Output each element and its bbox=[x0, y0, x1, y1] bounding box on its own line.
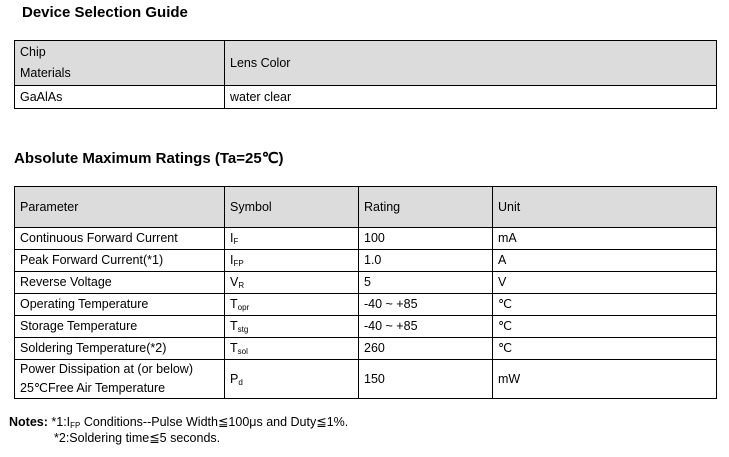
table-row bbox=[15, 338, 717, 360]
rating-cell: 5 bbox=[359, 272, 493, 294]
rating-cell: 100 bbox=[359, 228, 493, 250]
parameter-cell: Peak Forward Current(*1) bbox=[15, 250, 225, 272]
notes-label: Notes: bbox=[9, 415, 48, 429]
header-chip-materials-label: Chip Materials bbox=[20, 45, 71, 80]
rating-cell: -40 ~ +85 bbox=[359, 316, 493, 338]
table-row bbox=[15, 228, 717, 250]
symbol-main: T bbox=[230, 319, 238, 333]
symbol-cell bbox=[225, 360, 359, 399]
rating-cell: -40 ~ +85 bbox=[359, 294, 493, 316]
table-row bbox=[15, 86, 717, 109]
header-lens-color bbox=[225, 41, 717, 86]
parameter-cell: Storage Temperature bbox=[15, 316, 225, 338]
unit-cell: V bbox=[493, 272, 717, 294]
table-header-row bbox=[15, 187, 717, 228]
table-row bbox=[15, 316, 717, 338]
symbol-main: I bbox=[230, 231, 234, 245]
table-row bbox=[15, 360, 717, 399]
parameter-cell: Soldering Temperature(*2) bbox=[15, 338, 225, 360]
unit-cell: ℃ bbox=[493, 338, 717, 360]
parameter-cell: Operating Temperature bbox=[15, 294, 225, 316]
symbol-main: I bbox=[230, 253, 234, 267]
parameter-cell: Continuous Forward Current bbox=[15, 228, 225, 250]
table-row bbox=[15, 294, 717, 316]
unit-cell: A bbox=[493, 250, 717, 272]
ratings-body bbox=[15, 228, 717, 399]
unit-cell: mW bbox=[493, 360, 717, 399]
header-lens-color-label: Lens Color bbox=[230, 55, 291, 70]
rating-cell: 1.0 bbox=[359, 250, 493, 272]
note-2: *2:Soldering time≦5 seconds. bbox=[54, 431, 221, 445]
table-header-row bbox=[15, 41, 717, 86]
parameter-cell: Reverse Voltage bbox=[15, 272, 225, 294]
symbol-cell bbox=[225, 272, 359, 294]
table-row bbox=[15, 272, 717, 294]
symbol-main: T bbox=[230, 297, 238, 311]
table-row bbox=[15, 250, 717, 272]
note-1 bbox=[9, 414, 348, 430]
symbol-cell bbox=[225, 228, 359, 250]
symbol-sub: FP bbox=[233, 259, 244, 268]
unit-cell: mA bbox=[493, 228, 717, 250]
symbol-cell bbox=[225, 250, 359, 272]
header-symbol: Symbol bbox=[225, 187, 359, 228]
parameter-cell: Power Dissipation at (or below) 25℃Free Air Temperature bbox=[15, 360, 225, 399]
unit-cell: ℃ bbox=[493, 316, 717, 338]
symbol-sub: stg bbox=[237, 325, 249, 334]
notes bbox=[9, 414, 348, 446]
device-selection-title: Device Selection Guide bbox=[22, 4, 188, 21]
symbol-cell bbox=[225, 294, 359, 316]
symbol-sub: sol bbox=[237, 347, 248, 356]
header-parameter: Parameter bbox=[15, 187, 225, 228]
chip-material-cell: GaAlAs bbox=[15, 86, 225, 109]
header-unit: Unit bbox=[493, 187, 717, 228]
symbol-main: P bbox=[230, 371, 239, 386]
unit-cell: ℃ bbox=[493, 294, 717, 316]
symbol-cell bbox=[225, 316, 359, 338]
symbol-cell bbox=[225, 338, 359, 360]
rating-cell: 260 bbox=[359, 338, 493, 360]
note-1-text: Conditions--Pulse Width≦100μs and Duty≦1%. bbox=[80, 415, 349, 429]
header-rating: Rating bbox=[359, 187, 493, 228]
symbol-main: T bbox=[230, 341, 238, 355]
symbol-sub: opr bbox=[237, 303, 250, 312]
lens-color-cell: water clear bbox=[225, 86, 717, 109]
note-1-prefix: *1:I bbox=[51, 415, 71, 429]
symbol-sub: R bbox=[238, 281, 245, 290]
header-chip-materials bbox=[15, 41, 225, 86]
symbol-sub: d bbox=[238, 377, 243, 387]
note-1-sub: FP bbox=[70, 421, 81, 430]
rating-cell: 150 bbox=[359, 360, 493, 399]
ratings-title: Absolute Maximum Ratings (Ta=25℃) bbox=[14, 150, 284, 167]
symbol-sub: F bbox=[233, 237, 239, 246]
ratings-table bbox=[14, 186, 717, 399]
symbol-main: V bbox=[230, 275, 239, 289]
device-selection-table bbox=[14, 40, 717, 109]
